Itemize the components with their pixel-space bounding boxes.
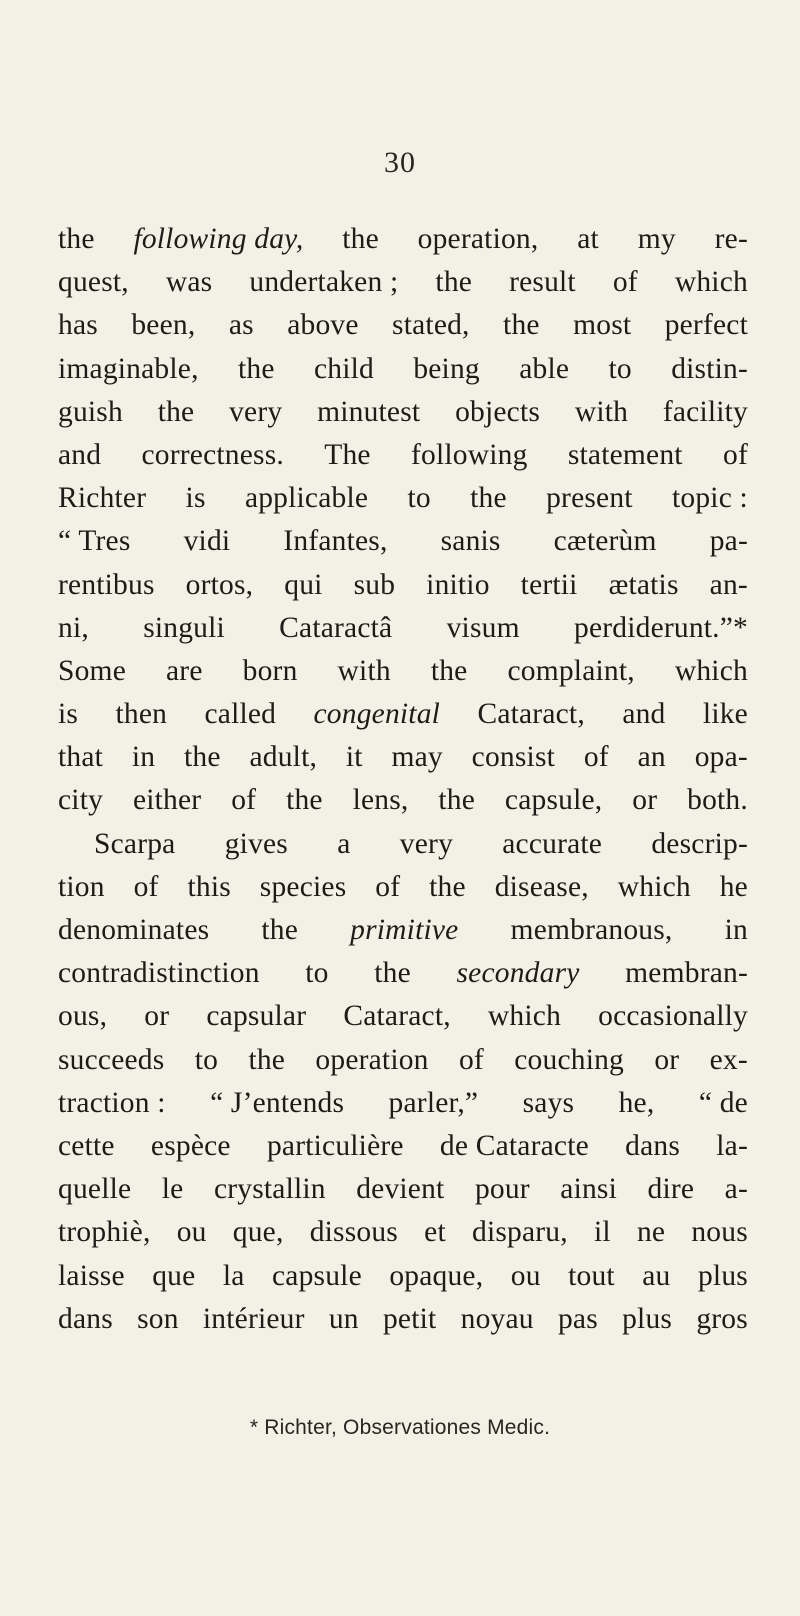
word: the	[374, 957, 411, 990]
word: or	[654, 1043, 680, 1076]
text-line	[58, 693, 748, 736]
text-line	[58, 348, 748, 391]
word: de Cataracte	[439, 1129, 589, 1162]
text-line	[58, 261, 748, 304]
word: undertaken ;	[249, 266, 399, 299]
word: son	[137, 1302, 179, 1335]
text-line	[58, 607, 748, 650]
word: quest,	[58, 266, 129, 299]
word: able	[519, 352, 570, 385]
word: in	[131, 741, 156, 774]
word: that	[58, 741, 104, 774]
word: guish	[58, 395, 123, 428]
word: the	[157, 395, 195, 428]
word: says	[522, 1086, 575, 1119]
word: disparu,	[472, 1216, 568, 1249]
text-line	[58, 650, 748, 693]
word: to	[305, 957, 329, 990]
text-line	[58, 218, 748, 261]
word: “ Tres	[58, 525, 131, 558]
word: traction :	[58, 1086, 166, 1119]
word: contradistinction	[58, 957, 260, 990]
word: capsule	[272, 1259, 362, 1292]
word: cette	[58, 1129, 115, 1162]
word: stated,	[392, 309, 470, 342]
word: ous,	[58, 1000, 108, 1033]
word: perfect	[664, 309, 748, 342]
word: tout	[568, 1259, 615, 1292]
word: ne	[636, 1216, 666, 1249]
word: or	[632, 784, 658, 817]
word: opa-	[694, 741, 748, 774]
text-line	[58, 477, 748, 520]
word: tion	[58, 870, 105, 903]
word: nous	[691, 1216, 748, 1249]
word: que	[152, 1259, 196, 1292]
word: ni,	[58, 611, 89, 644]
word: the	[430, 654, 468, 687]
word: il	[594, 1216, 611, 1249]
text-line	[58, 866, 748, 909]
word: initio	[426, 568, 490, 601]
word: being	[413, 352, 480, 385]
word: he	[719, 870, 748, 903]
word: like	[702, 698, 748, 731]
word: and	[622, 698, 666, 731]
word: species	[259, 870, 347, 903]
word: adult,	[249, 741, 318, 774]
word: pas	[557, 1302, 598, 1335]
word: to	[194, 1043, 219, 1076]
text-line	[58, 1125, 748, 1168]
word: dissous	[309, 1216, 398, 1249]
text-line	[58, 952, 748, 995]
word: then	[115, 698, 168, 731]
word: dans	[58, 1302, 113, 1335]
word: particulière	[266, 1129, 404, 1162]
word: has	[58, 309, 98, 342]
word: the	[58, 223, 95, 255]
word: The	[324, 438, 371, 471]
body-text	[58, 218, 748, 1341]
word: membranous,	[510, 914, 673, 946]
word: descrip-	[651, 827, 748, 860]
text-line	[58, 1082, 748, 1125]
word: and	[58, 438, 102, 471]
word: plus	[697, 1259, 748, 1292]
page-number: 30	[384, 146, 416, 179]
word: denominates	[58, 914, 210, 946]
word: Cataract,	[477, 698, 585, 731]
word: succeeds	[58, 1043, 165, 1076]
word: with	[574, 395, 629, 428]
word: un	[328, 1302, 359, 1335]
word: au	[642, 1259, 671, 1292]
word: Cataractâ	[279, 611, 393, 644]
word: devient	[356, 1173, 445, 1206]
word: gives	[224, 827, 288, 860]
word: most	[573, 309, 632, 342]
word: the	[429, 870, 466, 903]
italic-word: primitive	[350, 914, 459, 946]
word: which	[617, 870, 691, 903]
text-line	[58, 520, 748, 563]
word: an	[637, 741, 666, 774]
word: ætatis	[608, 568, 679, 601]
word: of	[612, 266, 638, 299]
word: cæterùm	[553, 525, 657, 558]
word: both.	[687, 784, 748, 817]
word: qui	[284, 568, 323, 601]
word: very	[399, 827, 454, 860]
text-line	[58, 434, 748, 477]
word: of	[458, 1043, 484, 1076]
word: sanis	[440, 525, 501, 558]
word: occasionally	[598, 1000, 748, 1033]
word: operation	[315, 1043, 429, 1076]
word: the	[470, 482, 507, 515]
word: ou	[176, 1216, 207, 1249]
word: been,	[131, 309, 196, 342]
word: above	[287, 309, 359, 342]
word: sub	[353, 568, 396, 601]
word: que,	[232, 1216, 284, 1249]
word: couching	[514, 1043, 624, 1076]
text-line	[58, 823, 748, 866]
word: topic :	[672, 482, 748, 515]
word: the	[503, 309, 540, 342]
word: called	[204, 698, 277, 731]
word: parler,”	[388, 1086, 479, 1119]
word: as	[228, 309, 254, 342]
word: city	[58, 784, 104, 817]
word: re-	[714, 223, 748, 255]
word: he,	[618, 1086, 655, 1119]
word: singuli	[143, 611, 225, 644]
word: imaginable,	[58, 352, 199, 385]
word: “ J’entends	[210, 1086, 345, 1119]
word: a-	[724, 1173, 748, 1206]
word: quelle	[58, 1173, 132, 1206]
word: correctness.	[141, 438, 284, 471]
text-line	[58, 1211, 748, 1254]
word: opaque,	[389, 1259, 484, 1292]
word: pa-	[709, 525, 748, 558]
word: “ de	[698, 1086, 748, 1119]
word: capsular	[206, 1000, 307, 1033]
word: result	[509, 266, 576, 299]
italic-word: congenital	[313, 698, 441, 731]
word: are	[166, 654, 203, 687]
word: in	[724, 914, 748, 946]
word: it	[345, 741, 363, 774]
word: espèce	[150, 1129, 231, 1162]
word: lens,	[352, 784, 409, 817]
word: dans	[625, 1129, 681, 1162]
word: applicable	[244, 482, 369, 515]
word: was	[165, 266, 213, 299]
text-line	[58, 779, 748, 822]
word: either	[132, 784, 202, 817]
word: to	[407, 482, 431, 515]
word: my	[637, 223, 676, 255]
italic-word: following day,	[133, 223, 304, 255]
word: consist	[471, 741, 556, 774]
word: this	[187, 870, 231, 903]
text-line	[58, 736, 748, 779]
word: capsule,	[504, 784, 603, 817]
word: present	[546, 482, 633, 515]
word: Some	[58, 654, 126, 687]
word: born	[242, 654, 298, 687]
word: perdiderunt.”*	[574, 611, 748, 644]
word: with	[337, 654, 391, 687]
word: dire	[647, 1173, 695, 1206]
text-line	[58, 564, 748, 607]
word: the	[184, 741, 221, 774]
word: following	[411, 438, 528, 471]
word: or	[144, 1000, 170, 1033]
word: plus	[622, 1302, 673, 1335]
text-line	[58, 391, 748, 434]
word: which	[487, 1000, 562, 1033]
word: Scarpa	[94, 827, 176, 860]
word: ainsi	[560, 1173, 618, 1206]
word: the	[438, 784, 476, 817]
word: which	[674, 654, 748, 687]
word: Infantes,	[283, 525, 388, 558]
word: gros	[696, 1302, 748, 1335]
word: Cataract,	[343, 1000, 451, 1033]
word: vidi	[183, 525, 231, 558]
word: may	[391, 741, 443, 774]
footnote: * Richter, Observationes Medic.	[249, 1416, 551, 1439]
text-line	[58, 909, 748, 952]
word: the	[286, 784, 323, 817]
word: la-	[716, 1129, 748, 1162]
word: is	[58, 698, 79, 731]
word: at	[577, 223, 599, 255]
text-line	[58, 304, 748, 347]
word: the	[261, 914, 299, 946]
word: of	[723, 438, 748, 471]
word: trophiè,	[58, 1216, 151, 1249]
italic-word: secondary	[456, 957, 580, 990]
word: of	[133, 870, 159, 903]
word: intérieur	[202, 1302, 305, 1335]
word: visum	[446, 611, 520, 644]
word: of	[583, 741, 609, 774]
word: a	[337, 827, 351, 860]
word: noyau	[460, 1302, 534, 1335]
word: operation,	[417, 223, 539, 255]
text-line	[58, 1298, 748, 1341]
word: accurate	[502, 827, 603, 860]
word: pour	[474, 1173, 530, 1206]
word: la	[222, 1259, 245, 1292]
word: distin-	[671, 352, 748, 385]
word: very	[229, 395, 283, 428]
word: ortos,	[185, 568, 254, 601]
word: facility	[662, 395, 748, 428]
word: the	[237, 352, 275, 385]
word: complaint,	[507, 654, 635, 687]
word: tertii	[520, 568, 578, 601]
word: petit	[382, 1302, 437, 1335]
word: which	[674, 266, 748, 299]
word: the	[435, 266, 473, 299]
word: le	[161, 1173, 184, 1206]
word: the	[248, 1043, 286, 1076]
word: of	[231, 784, 257, 817]
word: of	[375, 870, 401, 903]
word: minutest	[317, 395, 421, 428]
word: ou	[510, 1259, 541, 1292]
word: membran-	[625, 957, 748, 990]
text-line	[58, 1255, 748, 1298]
word: laisse	[58, 1259, 125, 1292]
word: disease,	[494, 870, 589, 903]
word: rentibus	[58, 568, 155, 601]
word: ex-	[709, 1043, 748, 1076]
word: crystallin	[213, 1173, 326, 1206]
word: the	[342, 223, 379, 255]
word: to	[608, 352, 632, 385]
word: Richter	[58, 482, 147, 515]
word: child	[313, 352, 374, 385]
word: is	[185, 482, 206, 515]
text-line	[58, 1039, 748, 1082]
text-line	[58, 1168, 748, 1211]
word: an-	[709, 568, 748, 601]
word: objects	[455, 395, 541, 428]
word: et	[424, 1216, 446, 1249]
text-line	[58, 995, 748, 1038]
word: statement	[567, 438, 683, 471]
